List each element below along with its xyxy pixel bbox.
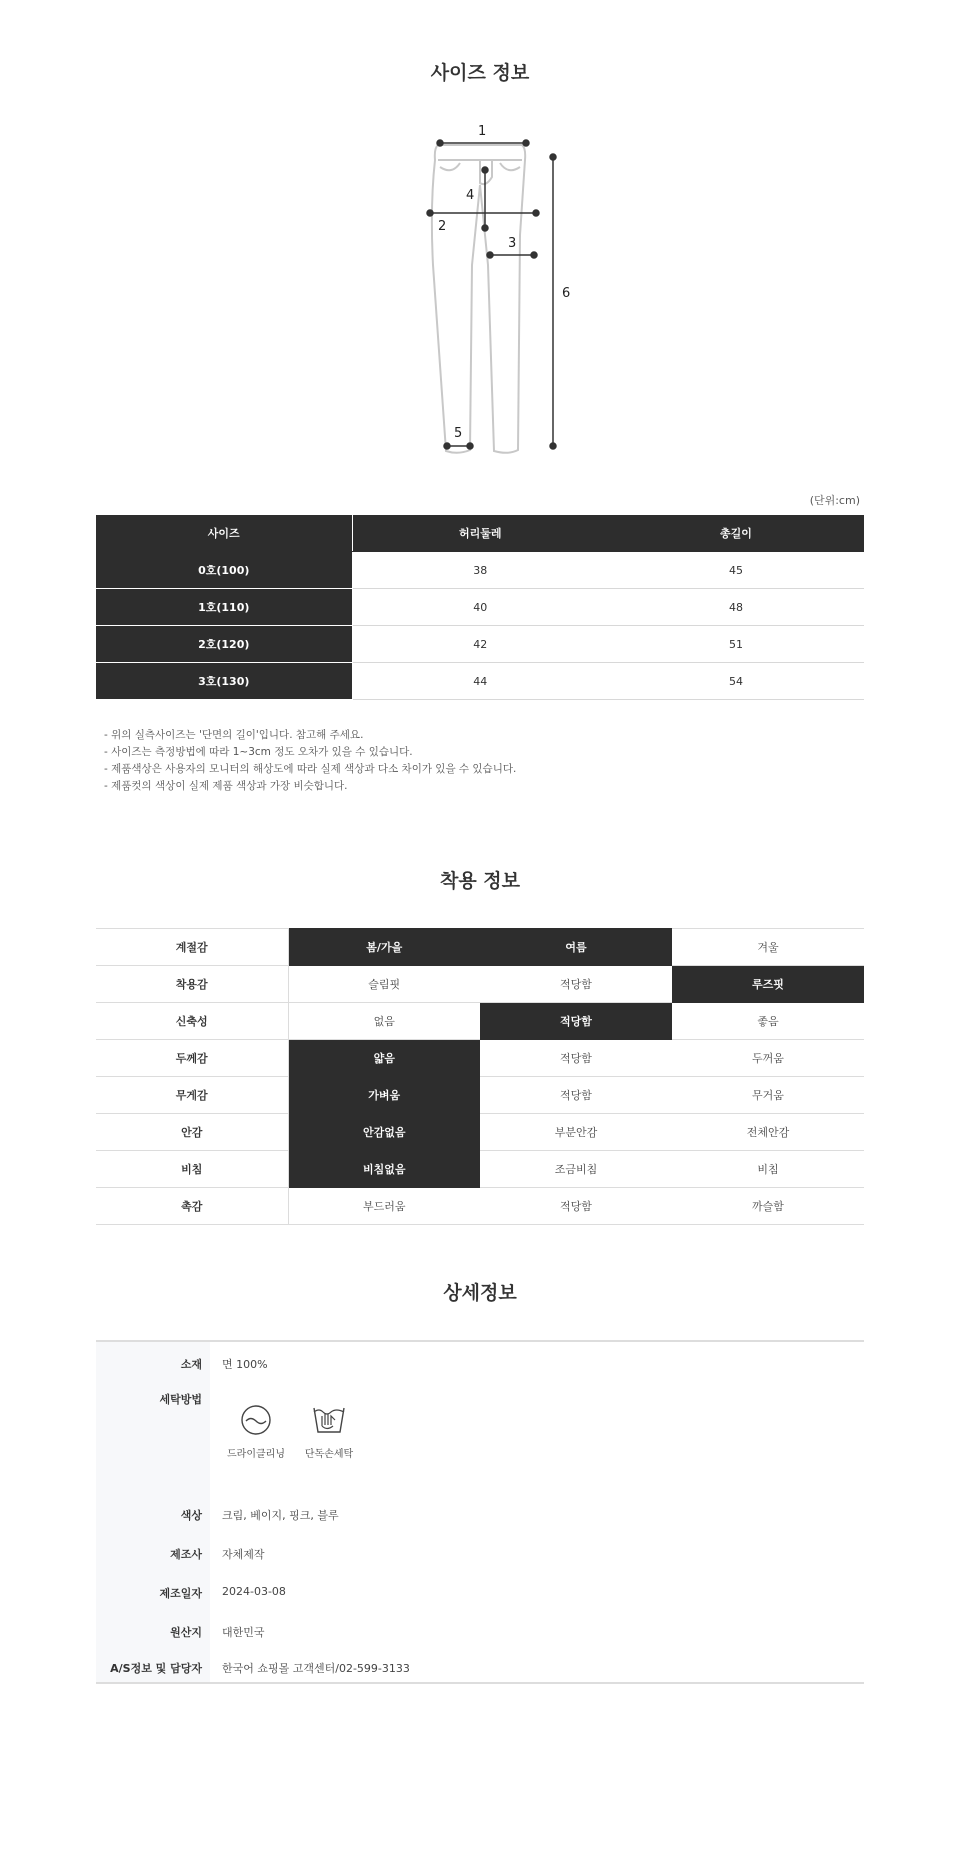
fit-row-label: 계절감 [96, 929, 288, 966]
fit-option: 까슬함 [672, 1188, 864, 1225]
wash-label: 세탁방법 [159, 1393, 202, 1406]
fit-row [96, 1077, 864, 1114]
date-label: 제조일자 [159, 1587, 202, 1600]
fit-option: 적당함 [480, 1188, 672, 1225]
fit-row-label: 착용감 [96, 966, 288, 1003]
as-label: A/S정보 및 담당자 [110, 1662, 202, 1675]
fit-row-label: 비침 [96, 1151, 288, 1188]
diagram-point [467, 443, 473, 449]
diagram-point [533, 210, 539, 216]
fit-option: 여름 [480, 929, 672, 966]
length-cell: 45 [608, 552, 864, 589]
fit-row-label: 안감 [96, 1114, 288, 1151]
fit-row [96, 1188, 864, 1225]
note-line: - 위의 실측사이즈는 '단면의 길이'입니다. 참고해 주세요. [104, 729, 364, 741]
fit-row [96, 1114, 864, 1151]
fit-option: 무거움 [672, 1077, 864, 1114]
diagram-label-2: 2 [438, 219, 447, 234]
diagram-label-3: 3 [508, 236, 517, 251]
diagram-point [444, 443, 450, 449]
fit-option: 적당함 [480, 1040, 672, 1077]
size-table [96, 515, 864, 700]
date-value: 2024-03-08 [222, 1585, 286, 1598]
fit-row [96, 966, 864, 1003]
diagram-point [487, 252, 493, 258]
fit-row [96, 1003, 864, 1040]
wash-method-label: 단독손세탁 [304, 1449, 354, 1460]
length-header: 총길이 [608, 515, 864, 552]
fit-row-label: 두께감 [96, 1040, 288, 1077]
diagram-point [437, 140, 443, 146]
pants-measurement-diagram [400, 115, 580, 465]
length-cell: 54 [608, 663, 864, 700]
waist-cell: 38 [352, 552, 608, 589]
fit-table [96, 928, 864, 1225]
size-info-title: 사이즈 정보 [430, 62, 530, 84]
table-row [96, 626, 864, 663]
fit-row [96, 1040, 864, 1077]
waist-header: 허리둘레 [352, 515, 608, 552]
note-line: - 제품색상은 사용자의 모니터의 해상도에 따라 실제 색상과 다소 차이가 있을 수 있습니다. [104, 763, 517, 775]
origin-label: 원산지 [170, 1626, 202, 1639]
fit-row-label: 촉감 [96, 1188, 288, 1225]
origin-value: 대한민국 [222, 1626, 265, 1639]
fit-option: 가벼움 [288, 1077, 480, 1114]
wash-method-dry [220, 1404, 292, 1460]
fit-option: 얇음 [288, 1040, 480, 1077]
detail-info-title: 상세정보 [443, 1282, 517, 1304]
fit-option: 조금비침 [480, 1151, 672, 1188]
fit-option: 루즈핏 [672, 966, 864, 1003]
diagram-point [531, 252, 537, 258]
fit-option: 적당함 [480, 966, 672, 1003]
diagram-label-5: 5 [454, 426, 463, 441]
diagram-point [550, 154, 556, 160]
color-value: 크림, 베이지, 핑크, 블루 [222, 1509, 339, 1522]
unit-label: (단위:cm) [809, 494, 860, 507]
diagram-label-6: 6 [562, 286, 571, 301]
fit-info-title: 착용 정보 [439, 870, 521, 892]
diagram-point [523, 140, 529, 146]
fit-option: 봄/가을 [288, 929, 480, 966]
wash-method-hand [296, 1402, 362, 1460]
diagram-point [482, 167, 488, 173]
diagram-label-1: 1 [478, 124, 487, 139]
wash-method-label: 드라이클리닝 [227, 1449, 285, 1460]
fit-option: 적당함 [480, 1077, 672, 1114]
size-table-header [96, 515, 864, 552]
fit-option: 두꺼움 [672, 1040, 864, 1077]
size-cell: 0호(100) [96, 552, 352, 589]
note-line: - 사이즈는 측정방법에 따라 1~3cm 정도 오차가 있을 수 있습니다. [104, 746, 413, 758]
diagram-point [550, 443, 556, 449]
length-cell: 51 [608, 626, 864, 663]
size-cell: 2호(120) [96, 626, 352, 663]
fit-option: 부드러움 [288, 1188, 480, 1225]
waist-cell: 44 [352, 663, 608, 700]
size-cell: 3호(130) [96, 663, 352, 700]
hand-wash-icon [311, 1402, 347, 1436]
note-line: - 제품컷의 색상이 실제 제품 색상과 가장 비슷합니다. [104, 780, 348, 792]
maker-label: 제조사 [170, 1548, 202, 1561]
fit-option: 전체안감 [672, 1114, 864, 1151]
material-value: 면 100% [222, 1358, 268, 1371]
fit-option: 슬림핏 [288, 966, 480, 1003]
fit-option: 비침 [672, 1151, 864, 1188]
detail-info-table [96, 1340, 864, 1684]
fit-option: 안감없음 [288, 1114, 480, 1151]
fit-option: 비침없음 [288, 1151, 480, 1188]
material-label: 소재 [180, 1358, 202, 1371]
dry-cleaning-icon [240, 1404, 272, 1436]
size-header: 사이즈 [96, 515, 352, 552]
size-notes [104, 727, 516, 795]
table-row [96, 552, 864, 589]
waist-cell: 40 [352, 589, 608, 626]
table-row [96, 589, 864, 626]
fit-row-label: 신축성 [96, 1003, 288, 1040]
fit-option: 적당함 [480, 1003, 672, 1040]
diagram-point [482, 225, 488, 231]
length-cell: 48 [608, 589, 864, 626]
fit-option: 부분안감 [480, 1114, 672, 1151]
diagram-label-4: 4 [466, 188, 475, 203]
fit-row [96, 929, 864, 966]
size-cell: 1호(110) [96, 589, 352, 626]
fit-option: 좋음 [672, 1003, 864, 1040]
fit-row [96, 1151, 864, 1188]
waist-cell: 42 [352, 626, 608, 663]
fit-row-label: 무게감 [96, 1077, 288, 1114]
table-row [96, 663, 864, 700]
maker-value: 자체제작 [222, 1548, 265, 1561]
diagram-point [427, 210, 433, 216]
color-label: 색상 [180, 1509, 202, 1522]
fit-option: 없음 [288, 1003, 480, 1040]
as-value: 한국어 쇼핑몰 고객센터/02-599-3133 [222, 1662, 410, 1675]
fit-option: 겨울 [672, 929, 864, 966]
